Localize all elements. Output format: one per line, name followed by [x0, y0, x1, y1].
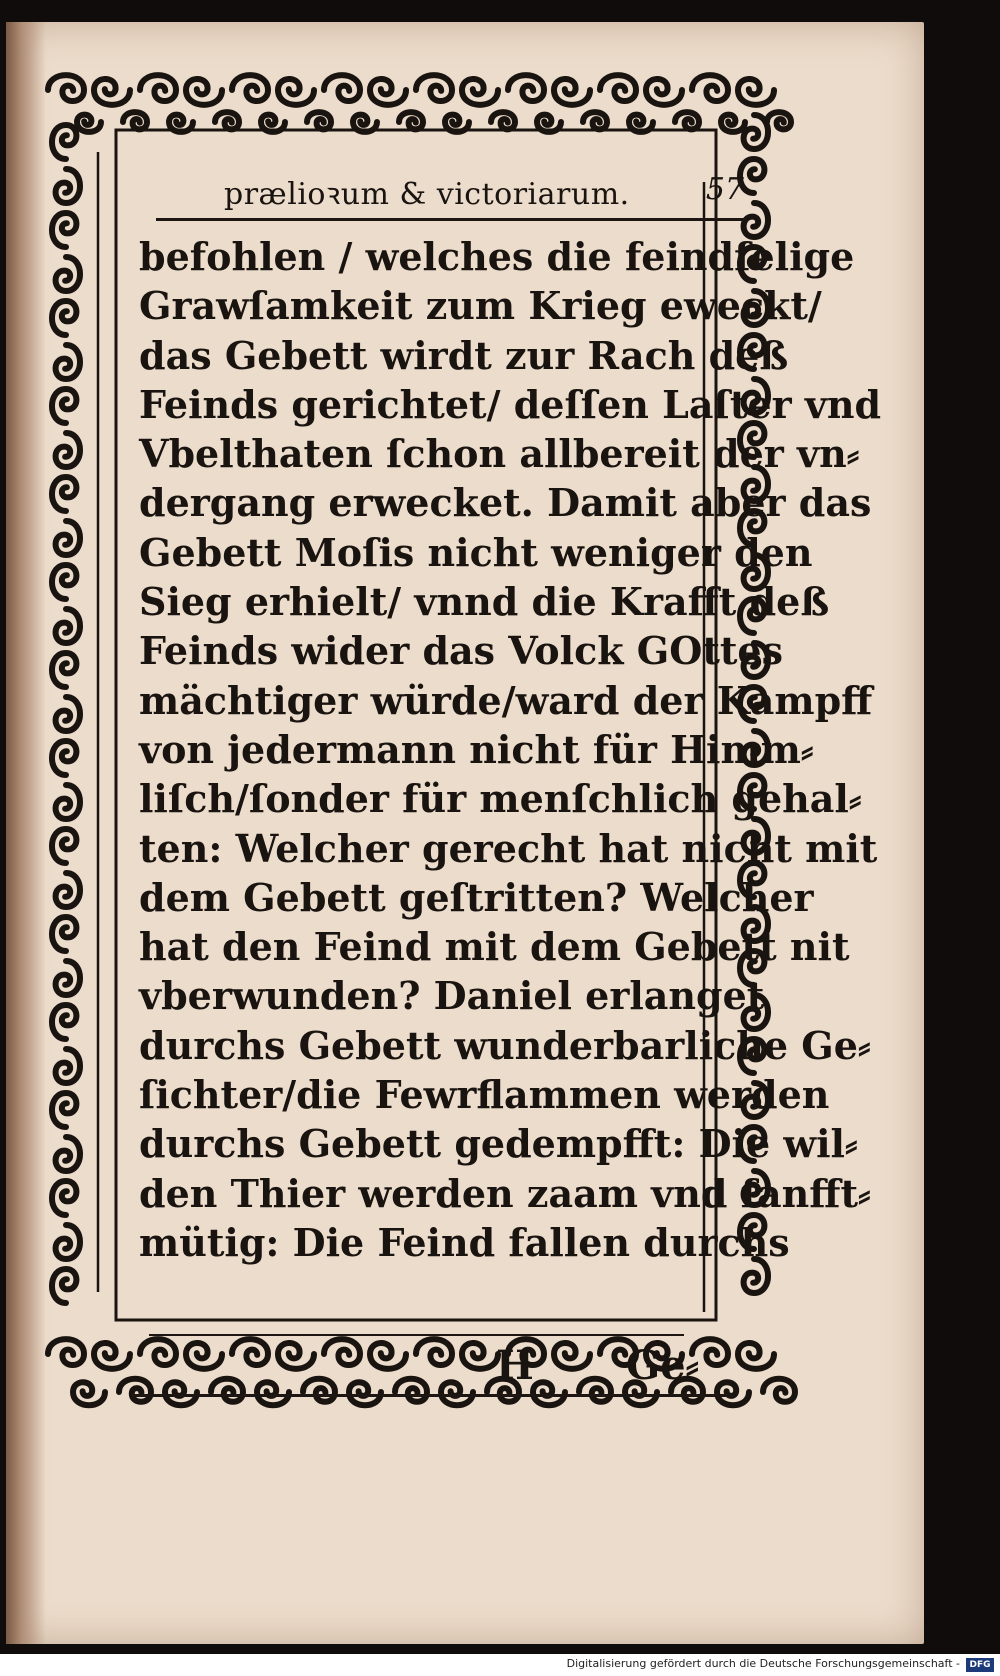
- bottom-frame-rule: [132, 1394, 732, 1397]
- running-title: prælioꝛum & victoriarum.: [224, 177, 630, 212]
- catchword-line: [496, 1342, 726, 1392]
- text-line: von jedermann nicht für Himm⸗: [139, 726, 814, 772]
- text-line: hat den Feind mit dem Gebett nit: [139, 924, 850, 970]
- catchword: Ge⸗: [626, 1342, 699, 1389]
- body-text: [139, 232, 882, 1267]
- text-line: Sieg erhielt/ vnnd die Krafft deß: [139, 579, 830, 625]
- header-rule: [156, 218, 746, 221]
- text-line: mütig: Die Feind fallen durchs: [139, 1219, 790, 1265]
- text-line: ten: Welcher gerecht hat nicht mit: [139, 825, 878, 871]
- text-line: Gebett Moſis nicht weniger den: [139, 529, 813, 575]
- text-line: mächtiger würde/ward der Kampff: [139, 677, 873, 723]
- page-number: 57: [705, 172, 744, 207]
- text-line: das Gebett wirdt zur Rach deß: [139, 332, 789, 378]
- text-line: dergang erwecket. Damit aber das: [139, 480, 872, 526]
- dfg-logo: DFG: [966, 1658, 994, 1672]
- text-line: durchs Gebett wunderbarliche Ge⸗: [139, 1022, 871, 1068]
- text-line: liſch/ſonder für menſchlich gehal⸗: [139, 776, 862, 822]
- text-line: Grawſamkeit zum Krieg eweckt/: [139, 283, 822, 329]
- signature-mark: H: [496, 1342, 534, 1389]
- running-header: [194, 172, 754, 216]
- digitization-credit-bar: [0, 1654, 1000, 1676]
- text-line: den Thier werden zaam vnd ſanfft⸗: [139, 1170, 871, 1216]
- credit-text: Digitalisierung gefördert durch die Deutsche Forschungsgemeinschaft -: [566, 1657, 960, 1670]
- text-line: ſichter/die Fewrflammen werden: [139, 1072, 830, 1118]
- text-line: Feinds wider das Volck GOttes: [139, 628, 783, 674]
- text-line: Feinds gerichtet/ deſſen Laſter vnd: [139, 381, 882, 427]
- text-line: befohlen / welches die feindſelige: [139, 234, 855, 279]
- text-line: vberwunden? Daniel erlanget: [139, 973, 765, 1019]
- text-line: durchs Gebett gedempfft: Die wil⸗: [139, 1121, 858, 1167]
- text-line: Vbelthaten ſchon allbereit der vn⸗: [139, 431, 860, 477]
- book-page: [6, 22, 924, 1644]
- text-line: dem Gebett geſtritten? Welcher: [139, 874, 814, 920]
- footer-rule: [149, 1334, 684, 1336]
